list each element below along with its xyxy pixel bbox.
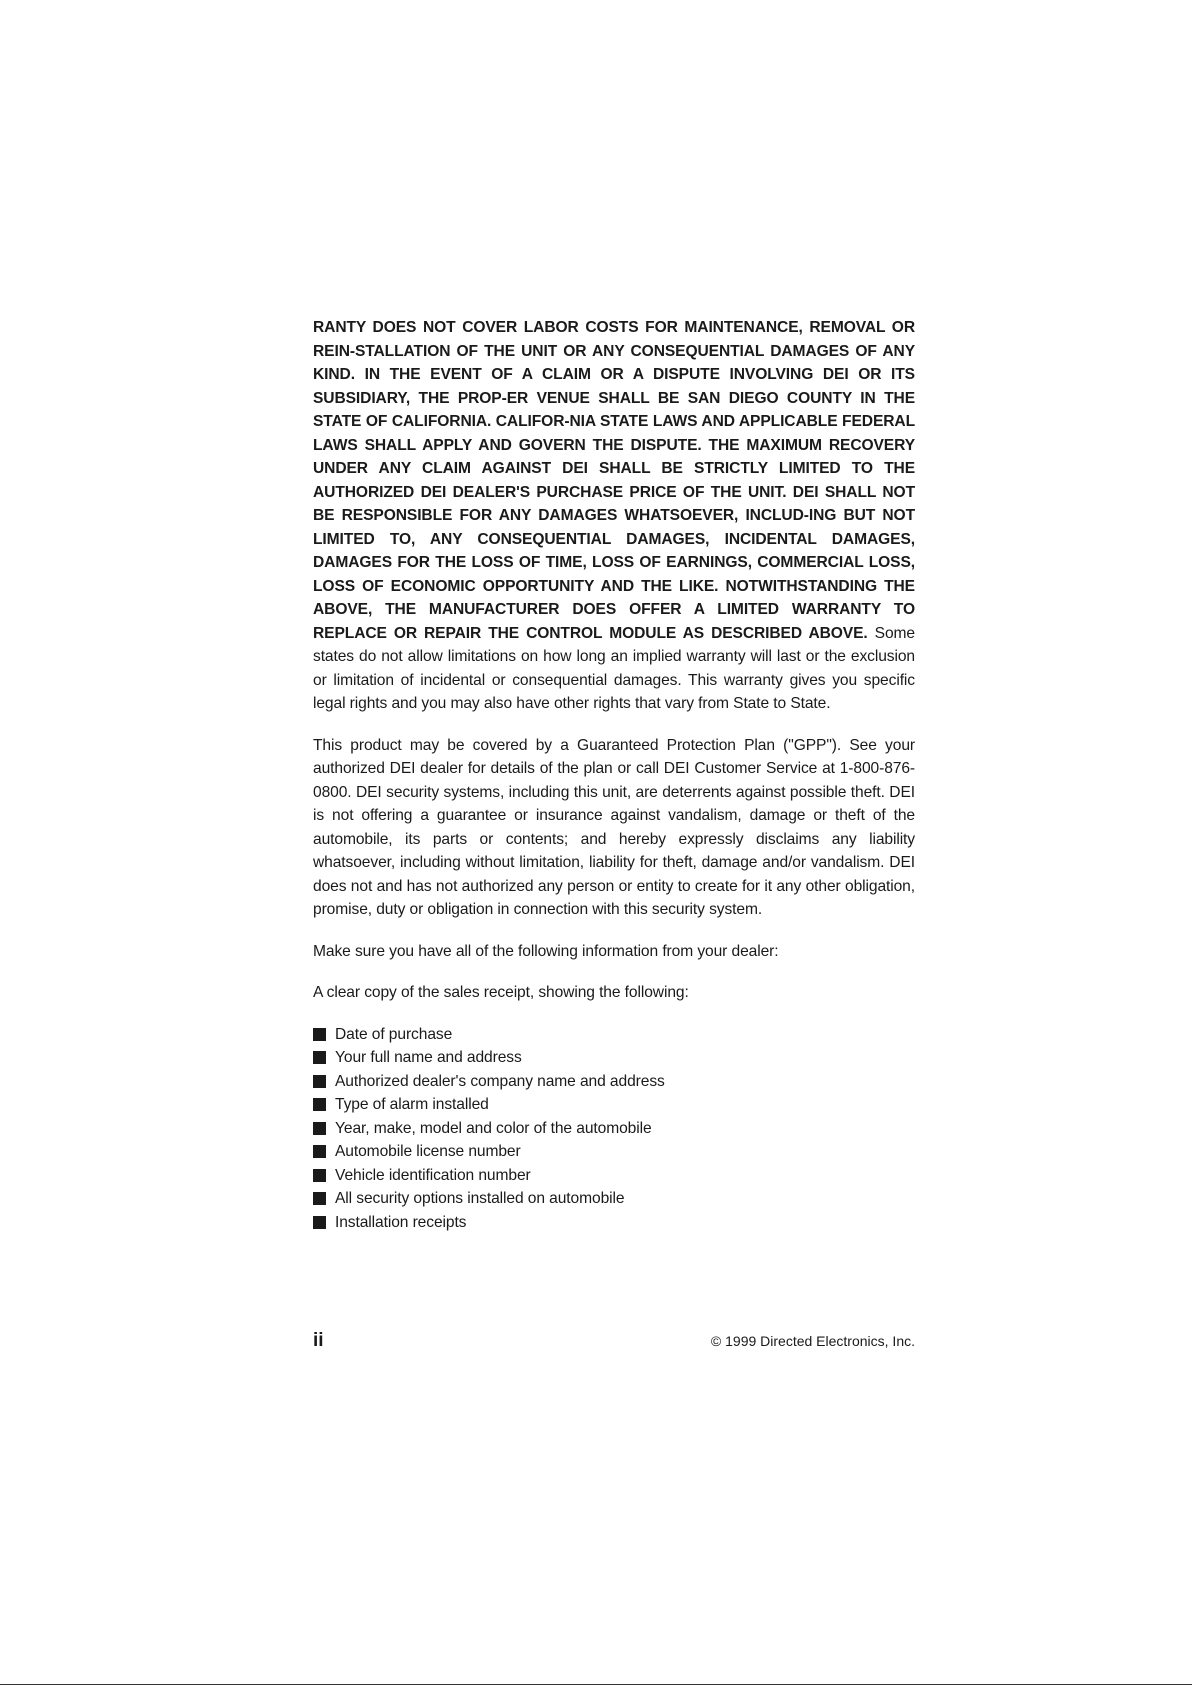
list-item [313, 1211, 915, 1235]
receipt-intro: A clear copy of the sales receipt, showing the following: [313, 984, 689, 1001]
list-item [313, 1070, 915, 1094]
square-bullet-icon [313, 1051, 326, 1064]
square-bullet-icon [313, 1145, 326, 1158]
list-item [313, 1023, 915, 1047]
gpp-paragraph: This product may be covered by a Guaranteed Protection Plan ("GPP"). See your authorized DEI dealer for details of the plan or call DEI Customer Service at 1-800-876-0800. DEI security systems, including this unit, are deterrents against possible theft. DEI is not offering a guarantee or insurance against vandalism, damage or theft of the automobile, its parts or contents; and hereby expressly disclaims any liability whatsoever, including without limitation, liability for theft, damage and/or vandalism. DEI does not and has not authorized any person or entity to create for it any other obligation, promise, duty or obligation in connection with this security system. [313, 736, 915, 918]
list-item [313, 1187, 915, 1211]
square-bullet-icon [313, 1169, 326, 1182]
square-bullet-icon [313, 1098, 326, 1111]
list-item-label: All security options installed on automobile [335, 1190, 625, 1207]
square-bullet-icon [313, 1075, 326, 1088]
list-item-label: Date of purchase [335, 1025, 453, 1043]
list-item-label: Type of alarm installed [335, 1096, 489, 1113]
list-item [313, 1046, 915, 1070]
receipt-checklist [313, 1023, 915, 1235]
list-item-label: Automobile license number [335, 1143, 521, 1160]
warranty-disclaimer-bold: RANTY DOES NOT COVER LABOR COSTS FOR MAINTENANCE, REMOVAL OR REIN-STALLATION OF THE UNIT OR ANY CONSEQUENTIAL DAMAGES OF ANY KIND. IN THE EVENT OF A CLAIM OR A DISPUTE INVOLVING DEI OR ITS SUBSIDIARY, THE PROP-ER VENUE SHALL BE SAN DIEGO COUNTY IN THE STATE OF CALIFORNIA. CALIFOR-NIA STATE LAWS AND APPLICABLE FEDERAL LAWS SHALL APPLY AND GOVERN THE DISPUTE. THE MAXIMUM RECOVERY UNDER ANY CLAIM AGAINST DEI SHALL BE STRICTLY LIMITED TO THE AUTHORIZED DEI DEALER'S PURCHASE PRICE OF THE UNIT. DEI SHALL NOT BE RESPONSIBLE FOR ANY DAMAGES WHATSOEVER, INCLUD-ING BUT NOT LIMITED TO, ANY CONSEQUENTIAL DAMAGES, INCIDENTAL DAMAGES, DAMAGES FOR THE LOSS OF TIME, LOSS OF EARNINGS, COMMERCIAL LOSS, LOSS OF ECONOMIC OPPORTUNITY AND THE LIKE. NOTWITHSTANDING THE ABOVE, THE MANUFACTURER DOES OFFER A LIMITED WARRANTY TO REPLACE OR REPAIR THE CONTROL MODULE AS DESCRIBED ABOVE. [313, 319, 915, 642]
list-item-label: Your full name and address [335, 1049, 522, 1066]
list-item-label: Installation receipts [335, 1213, 467, 1231]
list-item [313, 1164, 915, 1188]
page-body [313, 316, 915, 1234]
warranty-disclaimer-text: Some states do not allow limitations on how long an implied warranty will last or the exclusion or limitation of incidental or consequential damages. This warranty gives you specific legal rights and you may also have other rights that vary from State to State. [313, 624, 915, 712]
square-bullet-icon [313, 1028, 326, 1041]
list-item [313, 1093, 915, 1117]
page-number: ii [313, 1330, 324, 1351]
warranty-paragraph [313, 316, 915, 716]
square-bullet-icon [313, 1216, 326, 1229]
list-item [313, 1117, 915, 1141]
square-bullet-icon [313, 1122, 326, 1135]
page-footer [313, 1330, 915, 1354]
list-item-label: Authorized dealer's company name and address [335, 1072, 665, 1090]
list-item-label: Year, make, model and color of the automobile [335, 1119, 652, 1137]
list-item [313, 1140, 915, 1164]
square-bullet-icon [313, 1192, 326, 1205]
copyright-notice: © 1999 Directed Electronics, Inc. [710, 1333, 915, 1349]
dealer-info-intro: Make sure you have all of the following information from your dealer: [313, 942, 779, 960]
list-item-label: Vehicle identification number [335, 1166, 531, 1184]
